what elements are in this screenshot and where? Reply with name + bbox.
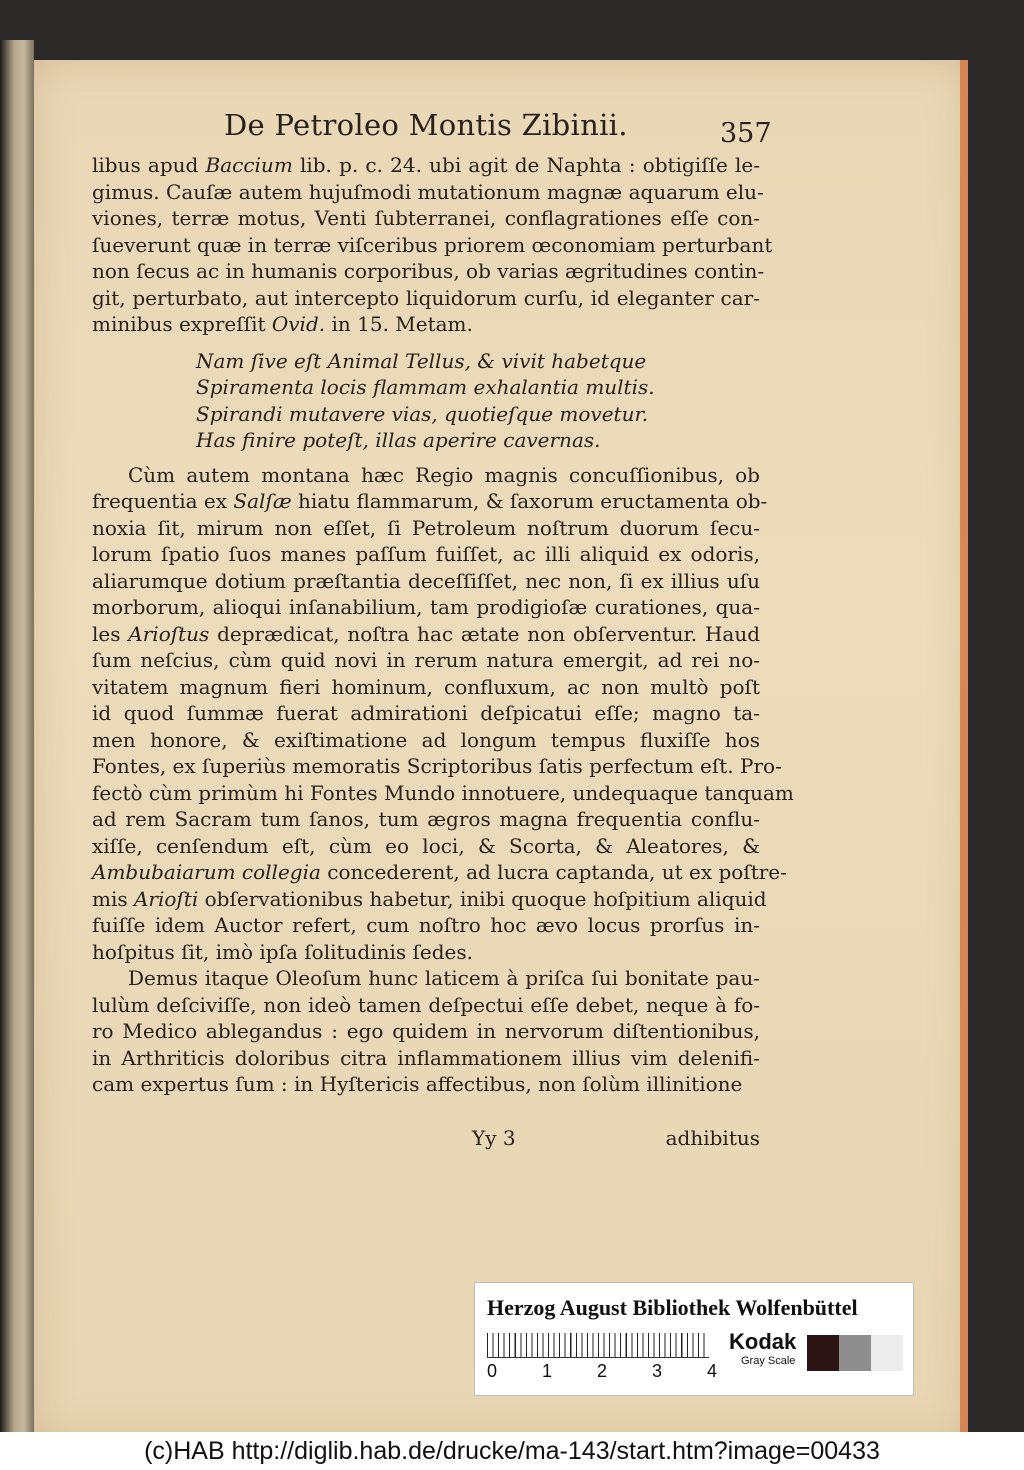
text-run: noxia ſit, mirum non eſſet, ſi Petroleum noſtrum duorum ſecu- [92, 515, 760, 540]
text-line [92, 179, 764, 206]
text-run: ro Medico ablegandus : ego quidem in nervorum diſtentionibus, [92, 1019, 760, 1043]
text-line [92, 285, 760, 312]
gray-scale-label: Gray Scale [741, 1355, 796, 1367]
text-run: hiatu flammarum, & ſaxorum eructamenta ob- [291, 489, 768, 513]
text-run: morborum, alioqui inſanabilium, tam prodigioſæ curationes, qua- [92, 595, 760, 619]
text-run: ſum neſcius, cùm quid novi in rerum natura emergit, ad rei no- [92, 648, 760, 672]
text-line [92, 205, 760, 232]
text-line [92, 992, 760, 1019]
text-line [92, 780, 794, 807]
text-run: non ſecus ac in humanis corporibus, ob varias ægritudines contin- [92, 259, 765, 283]
text-line [92, 647, 760, 674]
text-run: les [92, 621, 129, 646]
text-run: gimus. Cauſæ autem hujuſmodi mutationum magnæ aquarum elu- [92, 179, 764, 204]
text-run: libus apud [92, 153, 206, 177]
kodak-logo: Kodak [729, 1329, 797, 1354]
swatch-light [871, 1335, 903, 1371]
text-line [92, 859, 787, 886]
text-run: ad rem Sacram tum ſanos, tum ægros magna frequentia conflu- [92, 807, 760, 831]
text-line [92, 541, 760, 568]
paragraph-1 [92, 152, 773, 338]
text-run: Demus itaque Oleoſum hunc laticem à priſca ſui bonitate pau- [128, 966, 760, 990]
text-line [92, 515, 760, 542]
page-footer [92, 1126, 760, 1154]
text-line [92, 753, 782, 780]
ruler-number: 1 [542, 1361, 553, 1381]
adjacent-page-edge [0, 40, 34, 1450]
text-line [92, 488, 768, 515]
running-head: De Petroleo Montis Zibinii. [224, 108, 628, 142]
gray-scale-swatches [807, 1335, 903, 1371]
text-line [92, 700, 760, 727]
page-number: 357 [720, 118, 772, 149]
text-run: lulùm deſciviſſe, non ideò tamen deſpectui eſſe debet, neque à fo- [92, 992, 760, 1017]
text-line [92, 152, 760, 179]
text-run: fuiſſe idem Auctor refert, cum noſtro hoc ævo locus prorſus in- [92, 913, 760, 937]
text-run: men honore, & exiſtimatione ad longum tempus fluxiſſe hos [92, 727, 760, 752]
text-line [92, 1045, 760, 1072]
text-line [92, 806, 760, 833]
italic-name: Baccium [205, 153, 293, 177]
text-line [92, 232, 773, 259]
swatch-mid [839, 1335, 871, 1371]
text-line [92, 311, 760, 338]
text-run: mis [92, 886, 134, 911]
text-line [92, 939, 760, 966]
text-run: git, perturbato, aut intercepto liquidorum curſu, id eleganter car- [92, 285, 760, 310]
ruler-number: 4 [707, 1361, 718, 1381]
swatch-dark [807, 1335, 839, 1371]
italic-name: Arioſtus [128, 621, 210, 646]
ruler-number: 0 [487, 1361, 498, 1381]
text-run: lib. p. c. 24. ubi agit de Naphta : obtigiſſe le- [292, 153, 761, 177]
text-run: in Arthriticis doloribus citra inflammationem illius vim delenifi- [92, 1045, 760, 1070]
text-run: lorum ſpatio ſuos manes paſſum fuiſſet, ac illi aliquid ex odoris, [92, 542, 760, 566]
text-run: cam expertus ſum : in Hyſtericis affectibus, non ſolùm illinitione [92, 1072, 743, 1096]
italic-name: Ovid. [271, 312, 326, 336]
body-text [92, 152, 794, 1098]
text-run: ſueverunt quæ in terræ viſceribus priorem œconomiam perturbant [92, 232, 773, 257]
text-line [92, 833, 760, 860]
text-run: id quod ſummæ fuerat admirationi deſpicatui eſſe; magno ta- [92, 701, 760, 725]
ruler-number: 3 [652, 1361, 663, 1381]
text-run: in 15. Metam. [325, 312, 473, 336]
text-run: Cùm autem montana hæc Regio magnis concuſſionibus, ob [128, 462, 760, 487]
text-run: fectò cùm primùm hi Fontes Mundo innotuere, undequaque tanquam [92, 780, 794, 805]
scale-ruler [487, 1333, 709, 1358]
text-line [92, 886, 767, 913]
text-line [92, 462, 760, 489]
text-line [92, 621, 760, 648]
text-run: aliarumque dotium præſtantia deceſſiſſet, nec non, ſi ex illius uſu [92, 568, 760, 593]
text-run: xiſſe, cenſendum eſt, cùm eo loci, & Scorta, & Aleatores, & [92, 833, 760, 858]
text-line [92, 965, 760, 992]
ruler-number: 2 [597, 1361, 608, 1381]
italic-name: Arioſti [133, 886, 199, 911]
text-line [92, 594, 760, 621]
text-run: obſervationibus habetur, inibi quoque hoſpitium aliquid [198, 886, 767, 911]
text-line [92, 568, 760, 595]
text-line [92, 727, 760, 754]
library-color-card [474, 1282, 914, 1396]
text-run: Fontes, ex ſuperiùs memoratis Scriptoribus ſatis perfectum eſt. Pro- [92, 754, 782, 778]
text-run: vitatem magnum fieri hominum, confluxum, ac non multò poſt [92, 674, 760, 699]
paragraph-3 [92, 965, 760, 1098]
paragraph-2 [92, 462, 794, 966]
text-line [92, 1018, 760, 1045]
italic-name: Ambubaiarum collegia [92, 860, 321, 884]
verse-line: Has finire poteſt, illas aperire cavernas. [196, 428, 601, 452]
signature-mark: Yy 3 [472, 1126, 516, 1150]
library-name: Herzog August Bibliothek Wolfenbüttel [487, 1295, 858, 1320]
verse-line: Spiramenta locis flammam exhalantia multis. [196, 375, 655, 399]
text-line [92, 912, 760, 939]
verse-line: Spirandi mutavere vias, quotieſque movetur. [196, 401, 649, 426]
text-line [92, 1071, 760, 1098]
copyright-credit: (c)HAB http://diglib.hab.de/drucke/ma-143/start.htm?image=00433 [0, 1432, 1024, 1470]
italic-name: Salſæ [233, 489, 292, 513]
text-line [92, 674, 760, 701]
text-run: frequentia ex [92, 489, 234, 513]
verse-quotation [92, 348, 760, 454]
verse-line: Nam ſive eſt Animal Tellus, & vivit habetque [196, 348, 647, 373]
text-run: hoſpitus ſit, imò ipſa ſolitudinis ſedes. [92, 939, 474, 964]
text-line [92, 258, 765, 285]
catchword: adhibitus [665, 1126, 760, 1150]
book-page [34, 60, 968, 1442]
text-run: viones, terræ motus, Venti ſubterranei, conflagrationes eſſe con- [92, 206, 760, 230]
text-run: minibus expreſſit [92, 312, 272, 336]
text-run: deprædicat, noſtra hac ætate non obſerventur. Haud [209, 621, 761, 646]
text-run: concederent, ad lucra captanda, ut ex poſtre- [320, 860, 787, 884]
